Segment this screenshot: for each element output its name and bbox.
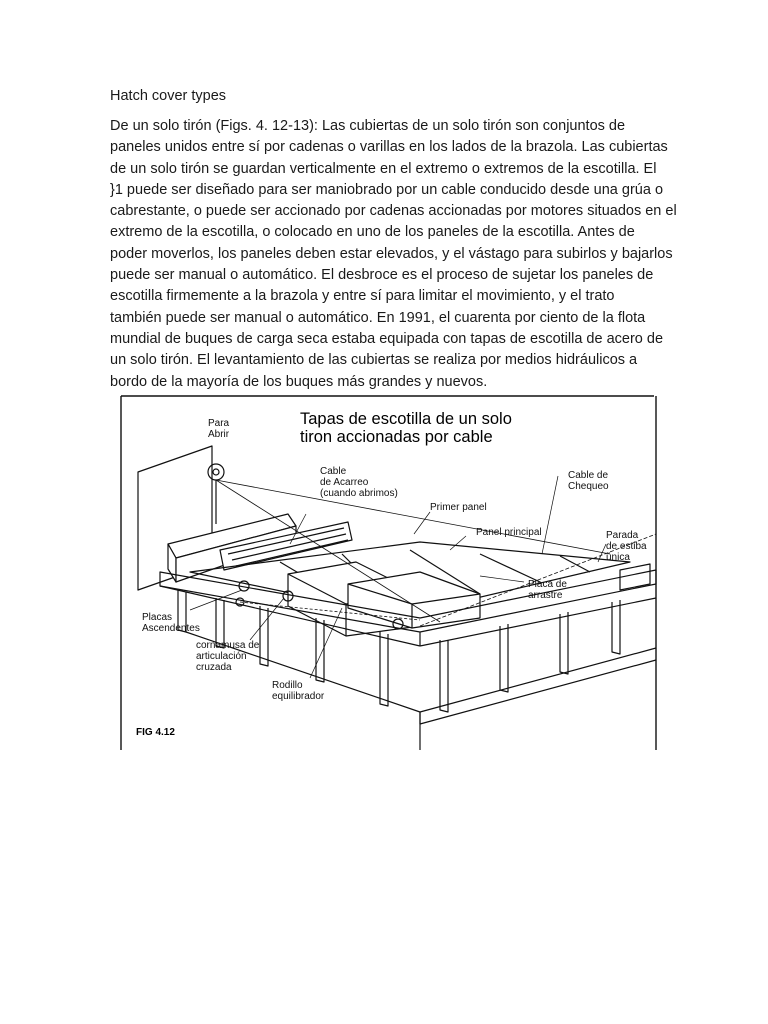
paragraph-line: escotilla firmemente a la brazola y entre sí para limitar el movimiento, y el trato <box>110 288 615 305</box>
paragraph-line: también puede ser manual o automático. En 1991, el cuarenta por ciento de la flota <box>110 309 646 326</box>
label-panel-principal <box>476 527 542 538</box>
label-line: Panel principal <box>476 527 542 538</box>
figure-title <box>300 410 512 446</box>
label-line: cornamusa de <box>196 640 260 651</box>
label-cable-chequeo <box>568 470 609 492</box>
label-placa-arrastre <box>528 579 567 601</box>
label-line: de Acarreo <box>320 477 369 488</box>
label-line: Ascendentes <box>142 623 200 634</box>
paragraph-line: }1 puede ser diseñado para ser maniobrado por un cable conducido desde una grúa o <box>110 181 664 198</box>
paragraph-line: cabrestante, o puede ser accionado por cadenas accionadas por motores situados en el <box>110 203 677 220</box>
label-parada-estiba <box>606 530 647 563</box>
label-line: (cuando abrimos) <box>320 488 398 499</box>
label-line: Placa de <box>528 579 567 590</box>
paragraph-line: extremo de la escotilla, o colocado en uno de los paneles de la escotilla. Antes de <box>110 224 635 241</box>
figure-title-line: tiron accionadas por cable <box>300 428 493 446</box>
label-cornamusa <box>196 640 259 673</box>
label-line: equilibrador <box>272 691 325 702</box>
label-primer-panel <box>430 502 487 513</box>
paragraph-line: De un solo tirón (Figs. 4. 12-13): Las cubiertas de un solo tirón son conjuntos de <box>110 118 626 134</box>
label-rodillo <box>272 680 324 702</box>
label-line: arrastre <box>528 590 563 601</box>
label-line: Primer panel <box>430 502 487 513</box>
label-line: Abrir <box>208 429 230 440</box>
label-line: Cable de <box>568 470 609 481</box>
hatch-cover-figure <box>120 394 658 752</box>
label-placas-ascendentes <box>142 612 200 634</box>
label-line: única <box>606 552 630 563</box>
label-line: Parada <box>606 530 639 541</box>
paragraph-line: paneles unidos entre sí por cadenas o varillas en los lados de la brazola. Las cubiertas <box>110 139 668 156</box>
paragraph-line: un solo tirón. El levantamiento de las cubiertas se realiza por medios hidráulicos a <box>110 352 638 369</box>
label-cable-acarreo <box>320 466 398 499</box>
body-paragraph <box>110 116 677 393</box>
label-para-abrir <box>208 418 229 440</box>
label-line: Para <box>208 418 230 429</box>
paragraph-line: de un solo tirón se guardan verticalmente en el extremo o extremos de la escotilla. El <box>110 160 657 177</box>
hatch-cover-drawing <box>120 394 658 752</box>
label-line: Chequeo <box>568 481 609 492</box>
paragraph-line: mundial de buques de carga seca estaba equipada con tapas de escotilla de acero de <box>110 330 664 347</box>
paragraph-line: puede ser manual o automático. El desbroce es el proceso de sujetar los paneles de <box>110 267 654 284</box>
figure-title-line: Tapas de escotilla de un solo <box>300 410 512 428</box>
label-line: Rodillo <box>272 680 303 691</box>
label-line: articulación <box>196 651 247 662</box>
label-line: de estiba <box>606 541 647 552</box>
paragraph-line: poder moverlos, los paneles deben estar elevados, y el vástago para subirlos y bajarlos <box>110 245 673 262</box>
label-line: Placas <box>142 612 173 623</box>
paragraph-line: bordo de la mayoría de los buques más grandes y nuevos. <box>110 373 488 390</box>
figure-caption: FIG 4.12 <box>136 727 175 738</box>
label-line: cruzada <box>196 662 232 673</box>
document-heading: Hatch cover types <box>110 88 227 104</box>
label-line: Cable <box>320 466 347 477</box>
